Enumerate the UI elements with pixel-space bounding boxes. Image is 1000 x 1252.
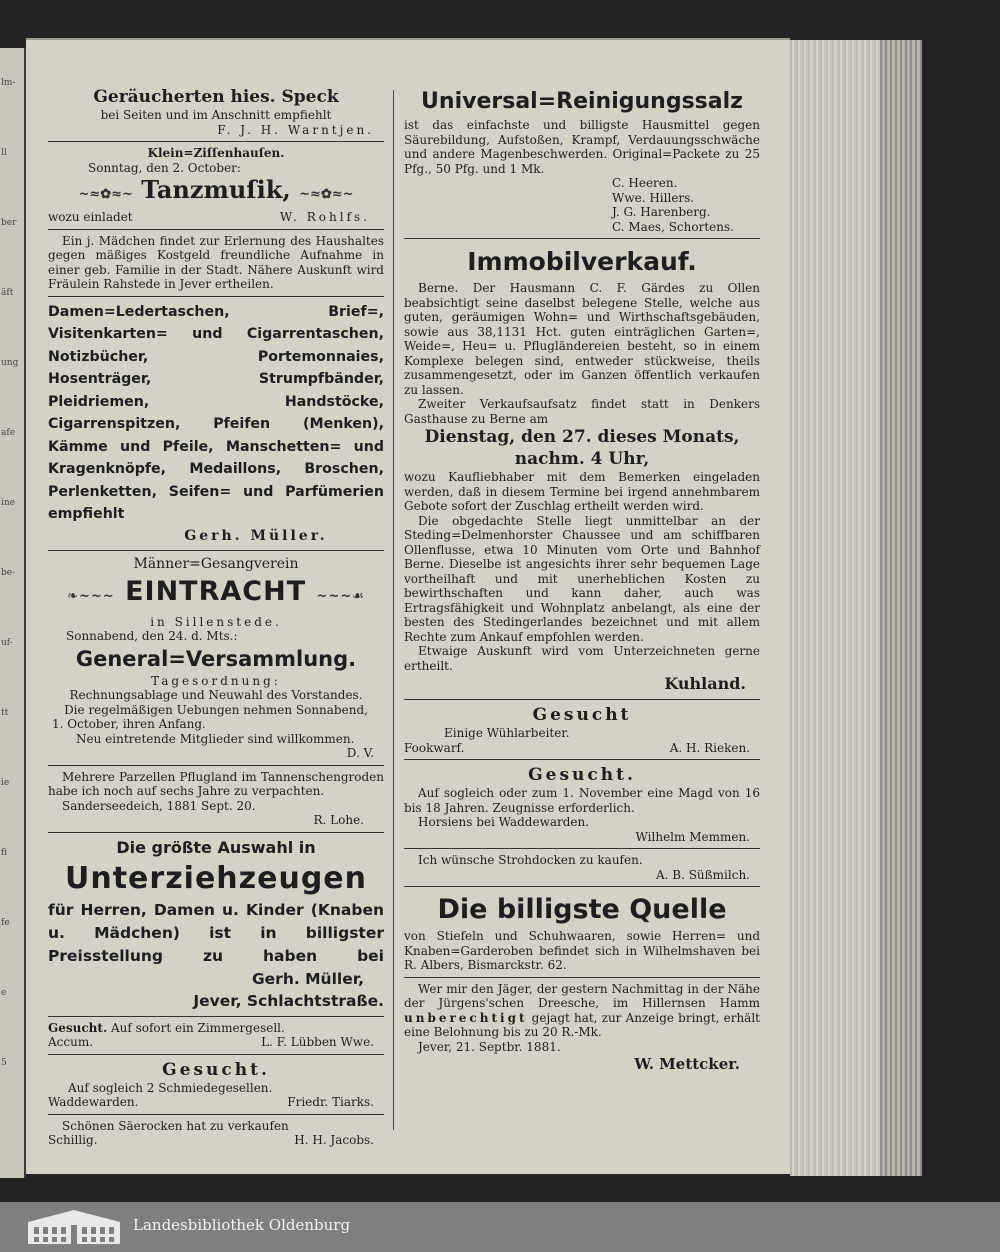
divider <box>48 229 384 230</box>
speck-signature: F. J. H. Warntjen. <box>217 122 374 137</box>
ad-speck <box>48 86 384 137</box>
zimmer-signature: L. F. Lübben Wwe. <box>261 1035 374 1049</box>
margin-fragment: ie <box>1 778 10 788</box>
quelle-text: von Stiefeln und Schuhwaaren, sowie Herren= und Knaben=Garderoben befindet sich in Wilhelmshaven bei R. Albers, Bismarckstr. 62. <box>404 929 760 972</box>
verein-date: Sonnabend, den 24. d. Mts.: <box>66 629 238 643</box>
margin-fragment: ung <box>1 358 19 368</box>
tanz-date: Sonntag, den 2. October: <box>88 160 241 175</box>
verein-signature: D. V. <box>346 746 374 760</box>
schmiede-place: Waddewarden. <box>48 1095 139 1109</box>
ad-pflugland <box>48 770 384 828</box>
salz-seller-2: Wwe. Hillers. <box>612 190 695 205</box>
verein-agenda-4: Neu eintretende Mitglieder sind willkommen. <box>76 731 355 746</box>
stroh-text: Ich wünsche Strohdocken zu kaufen. <box>418 853 643 867</box>
divider <box>404 759 760 760</box>
jaeger-date: Jever, 21. Septbr. 1881. <box>418 1039 561 1054</box>
wuehl-text: Einige Wühlarbeiter. <box>444 726 570 740</box>
saerocken-text: Schönen Säerocken hat zu verkaufen <box>62 1118 289 1133</box>
margin-fragment: be- <box>1 568 16 578</box>
ad-jaeger <box>404 982 760 1075</box>
zimmer-place: Accum. <box>48 1035 94 1049</box>
jaeger-text-2: gejagt hat, zur Anzeige bringt, erhält eine Belohnung bis zu 20 R.-Mk. <box>404 1010 760 1039</box>
margin-fragment: ber <box>1 218 17 228</box>
divider <box>48 765 384 766</box>
library-name[interactable]: Landesbibliothek Oldenburg <box>133 1216 351 1234</box>
zimmer-label: Gesucht. <box>48 1020 108 1035</box>
schmiede-signature: Friedr. Tiarks. <box>287 1095 374 1109</box>
tanz-title: Tanzmuſik, <box>141 175 291 204</box>
divider <box>404 977 760 978</box>
ad-tanzmusik <box>48 146 384 225</box>
divider <box>48 1016 384 1017</box>
magd-signature: Wilhelm Memmen. <box>635 829 750 844</box>
immobil-p4: Die obgedachte Stelle liegt unmittelbar an der Steding=Delmenhorster Chaussee und am schiffbaren Ollenflusse, etwa 10 Minuten vom Orte und Bahnhof Berne. Dieselbe ist angesichts ihrer sehr bequemen Lage vortheilhaft und mit unerheblichen Kosten zu bewirthschaften und kann daher, auch was Ertragsfähigkeit und Wohnplatz anbelangt, als eine der besten des Stedingerlandes bezeichnet und mit allem Rechte zum Ankauf empfohlen werden. <box>404 513 760 644</box>
divider <box>48 550 384 551</box>
divider <box>48 296 384 297</box>
library-building-icon <box>26 1208 122 1246</box>
tanz-invite: wozu einladet <box>48 210 133 224</box>
tanz-signature: W. Rohlfs. <box>279 210 370 224</box>
schmiede-text: Auf sogleich 2 Schmiedegesellen. <box>68 1080 273 1095</box>
column-divider <box>393 90 394 1130</box>
salz-title: Universal=Reinigungssalz <box>421 89 743 114</box>
margin-fragment: ll <box>1 148 7 158</box>
verein-agenda-3: 1. October, ihren Anfang. <box>52 717 206 731</box>
left-column <box>48 80 384 1148</box>
magd-title: Gesucht. <box>528 765 636 785</box>
damen-signature: Gerh. Müller. <box>184 527 328 544</box>
laurel-right-icon: ~~~☙ <box>316 588 365 604</box>
margin-fragment: lm- <box>1 78 16 88</box>
verein-event: General=Versammlung. <box>75 646 357 671</box>
ad-unterziehzeugen <box>48 837 384 1012</box>
ad-zimmergesell <box>48 1021 384 1050</box>
verein-agenda-2: Die regelmäßigen Uebungen nehmen Sonnabend, <box>64 702 368 717</box>
unterzieh-body: für Herren, Damen u. Kinder (Knaben u. Mädchen) ist in billigster Preisstellung zu haben bei <box>48 900 384 965</box>
ad-reinigungssalz <box>404 86 760 234</box>
ad-saerocken <box>48 1119 384 1148</box>
ad-quelle <box>404 891 760 973</box>
immobil-p2: Zweiter Verkaufsaufsatz findet statt in Denkers Gasthause zu Berne am <box>404 397 760 426</box>
verein-agenda-head: Tagesordnung: <box>151 673 281 688</box>
ad-gesangverein <box>48 555 384 761</box>
jaeger-text: Wer mir den Jäger, der gestern Nachmittag in der Nähe der Jürgens'schen Dreesche, im Hillernsen Hamm <box>404 981 760 1010</box>
speck-line: bei Seiten und im Anschnitt empfiehlt <box>100 108 332 122</box>
ad-damen <box>48 301 384 546</box>
immobil-p5: Etwaige Auskunft wird vom Unterzeichneten gerne ertheilt. <box>404 644 760 673</box>
saerocken-place: Schillig. <box>48 1133 98 1147</box>
wuehl-place: Fookwarf. <box>404 740 465 755</box>
ad-strohdocken <box>404 853 760 882</box>
immobil-date-2: nachm. 4 Uhr, <box>514 449 650 469</box>
divider <box>48 1054 384 1055</box>
unterzieh-title: Unterziehzeugen <box>65 860 367 896</box>
jaeger-signature: W. Mettcker. <box>634 1055 740 1073</box>
divider <box>404 886 760 887</box>
immobil-title: Immobilverkauf. <box>467 247 697 276</box>
unterzieh-address: Jever, Schlachtstraße. <box>193 991 384 1010</box>
verein-name: EINTRACHT <box>125 575 307 607</box>
salz-text: ist das einfachste und billigste Hausmittel gegen Säurebildung, Aufstoßen, Krampf, Verdauungsschwäche und andere Magenbeschwerden. Original=Packete zu 25 Pfg., 50 Pfg. und 1 Mk. <box>404 118 760 176</box>
immobil-signature: Kuhland. <box>664 674 746 693</box>
divider <box>404 848 760 849</box>
schmiede-title: Gesucht. <box>162 1059 270 1080</box>
margin-fragment: fi <box>1 848 8 858</box>
maedchen-text: Ein j. Mädchen findet zur Erlernung des Haushaltes gegen mäßiges Kostgeld freundliche Aufnahme in einer geb. Familie in der Stadt. Nähere Auskunft wird Fräulein Rahstede in Jever ertheilen. <box>48 233 384 291</box>
speck-title: Geräucherten hies. Speck <box>93 87 339 107</box>
pflugland-text: Mehrere Parzellen Pflugland im Tannenschengroden habe ich noch auf sechs Jahre zu verpachten. <box>48 769 384 798</box>
jaeger-bold: unberechtigt <box>404 1010 528 1025</box>
margin-fragment: uf- <box>1 638 13 648</box>
stroh-signature: A. B. Süßmilch. <box>655 867 750 882</box>
salz-seller-3: J. G. Harenberg. <box>612 205 711 219</box>
divider <box>48 1114 384 1115</box>
saerocken-signature: H. H. Jacobs. <box>294 1133 374 1147</box>
unterzieh-line1: Die größte Auswahl in <box>116 837 316 857</box>
wuehl-title: Gesucht <box>532 705 632 725</box>
tanz-place: Klein=Ziſſenhauſen. <box>147 146 285 160</box>
zimmer-text: Auf sofort ein Zimmergesell. <box>110 1020 285 1035</box>
verein-place: in Sillenstede. <box>150 614 282 629</box>
divider <box>404 699 760 700</box>
magd-place: Horsiens bei Waddewarden. <box>418 815 590 829</box>
immobil-p3: wozu Kaufliebhaber mit dem Bemerken eingeladen werden, daß in diesem Termine bei irgend annehmbarem Gebote sofort der Zuschlag ertheilt werden wird. <box>404 470 760 513</box>
salz-seller-4: C. Maes, Schortens. <box>612 219 734 234</box>
verein-title: Männer=Gesangverein <box>133 555 299 572</box>
ad-wuehlarbeiter <box>404 704 760 755</box>
right-column <box>404 80 760 1074</box>
verein-agenda-1: Rechnungsablage und Neuwahl des Vorstandes. <box>69 688 363 702</box>
newspaper-page <box>26 38 790 1174</box>
laurel-left-icon: ❧~~~ <box>67 588 115 604</box>
magd-text: Auf sogleich oder zum 1. November eine Magd von 16 bis 18 Jahren. Zeugnisse erforderlich. <box>404 786 760 815</box>
margin-fragment: e <box>1 988 7 998</box>
salz-seller-1: C. Heeren. <box>612 176 678 190</box>
pflugland-date: Sanderseedeich, 1881 Sept. 20. <box>62 798 256 813</box>
book-cover-edge <box>880 40 922 1176</box>
flourish-left-icon: ~≈✿≈~ <box>78 187 133 202</box>
ad-maedchen <box>48 234 384 292</box>
flourish-right-icon: ~≈✿≈~ <box>299 187 354 202</box>
immobil-date-1: Dienstag, den 27. dieses Monats, <box>424 427 740 447</box>
footer-bar <box>0 1202 1000 1252</box>
ad-immobilverkauf <box>404 243 760 695</box>
immobil-p1: Berne. Der Hausmann C. F. Gärdes zu Ollen beabsichtigt seine daselbst belegene Stelle, welche aus guten, geräumigen Wohn= und Wirthschaftsgebäuden, sowie aus 38,1131 Hct. guten einträglichen Garten=, Weide=, Heu= u. Pflugländereien besteht, so in einem Komplexe belegen sind, entweder stückweise, theils zusammengesetzt, oder im Ganzen öffentlich verkaufen zu lassen. <box>404 281 760 397</box>
wuehl-signature: A. H. Rieken. <box>669 740 750 755</box>
pflugland-signature: R. Lohe. <box>313 813 364 827</box>
damen-text: Damen=Ledertaschen, Brief=, Visitenkarten= und Cigarrentaschen, Notizbücher, Portemonnaies, Hosenträger, Strumpfbänder, Pleidriemen, Handstöcke, Cigarrenspitzen, Pfeifen (Menken), Kämme und Pfeile, Manschetten= und Kragenknöpfe, Medaillons, Broschen, Perlenketten, Seifen= und Parfümerien empfiehlt <box>48 303 384 522</box>
ad-magd <box>404 764 760 844</box>
left-page-edge <box>0 48 26 1178</box>
margin-fragment: ine <box>1 498 16 508</box>
margin-fragment: afe <box>1 428 16 438</box>
ad-schmiede <box>48 1059 384 1110</box>
divider <box>48 141 384 142</box>
margin-fragment: äft <box>1 288 14 298</box>
divider <box>404 238 760 239</box>
quelle-title: Die billigste Quelle <box>437 894 727 925</box>
unterzieh-signature: Gerh. Müller, <box>251 969 364 988</box>
margin-fragment: tt <box>1 708 9 718</box>
divider <box>48 832 384 833</box>
margin-fragment: fe <box>1 918 10 928</box>
margin-fragment: 5 <box>1 1058 7 1068</box>
